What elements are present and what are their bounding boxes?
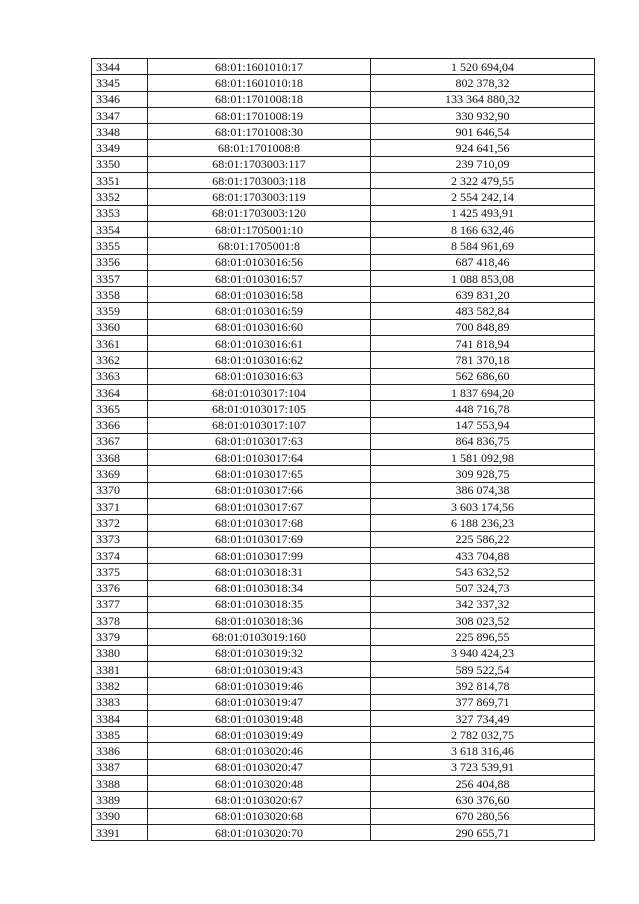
value-cell: 1 581 092,98	[371, 450, 595, 466]
table-row	[92, 91, 595, 107]
value-cell: 864 836,75	[371, 433, 595, 449]
table-row	[92, 450, 595, 466]
table-row	[92, 205, 595, 221]
value-cell: 700 848,89	[371, 319, 595, 335]
table-row	[92, 596, 595, 612]
value-cell: 3 603 174,56	[371, 499, 595, 515]
table-row	[92, 564, 595, 580]
cadastral-number-cell: 68:01:0103017:66	[148, 482, 371, 498]
row-number-cell: 3390	[92, 808, 148, 824]
row-number-cell: 3378	[92, 613, 148, 629]
row-number-cell: 3353	[92, 205, 148, 221]
cadastral-number-cell: 68:01:0103019:43	[148, 661, 371, 677]
cadastral-number-cell: 68:01:0103017:104	[148, 384, 371, 400]
cadastral-number-cell: 68:01:0103019:47	[148, 694, 371, 710]
cadastral-number-cell: 68:01:0103020:68	[148, 808, 371, 824]
row-number-cell: 3386	[92, 743, 148, 759]
row-number-cell: 3354	[92, 221, 148, 237]
table-row	[92, 140, 595, 156]
value-cell: 741 818,94	[371, 336, 595, 352]
cadastral-number-cell: 68:01:1701008:30	[148, 124, 371, 140]
cadastral-number-cell: 68:01:0103017:65	[148, 466, 371, 482]
table-row	[92, 319, 595, 335]
table-row	[92, 466, 595, 482]
row-number-cell: 3355	[92, 238, 148, 254]
row-number-cell: 3376	[92, 580, 148, 596]
value-cell: 543 632,52	[371, 564, 595, 580]
row-number-cell: 3383	[92, 694, 148, 710]
row-number-cell: 3362	[92, 352, 148, 368]
row-number-cell: 3367	[92, 433, 148, 449]
value-cell: 630 376,60	[371, 792, 595, 808]
cadastral-number-cell: 68:01:1701008:18	[148, 91, 371, 107]
value-cell: 1 520 694,04	[371, 59, 595, 75]
row-number-cell: 3372	[92, 515, 148, 531]
value-cell: 802 378,32	[371, 75, 595, 91]
value-cell: 392 814,78	[371, 678, 595, 694]
cadastral-number-cell: 68:01:1701008:8	[148, 140, 371, 156]
value-cell: 924 641,56	[371, 140, 595, 156]
table-row	[92, 221, 595, 237]
row-number-cell: 3357	[92, 270, 148, 286]
table-row	[92, 776, 595, 792]
table-row	[92, 613, 595, 629]
value-cell: 342 337,32	[371, 596, 595, 612]
row-number-cell: 3345	[92, 75, 148, 91]
row-number-cell: 3344	[92, 59, 148, 75]
row-number-cell: 3363	[92, 368, 148, 384]
value-cell: 1 425 493,91	[371, 205, 595, 221]
value-cell: 589 522,54	[371, 661, 595, 677]
value-cell: 6 188 236,23	[371, 515, 595, 531]
table-row	[92, 759, 595, 775]
table-row	[92, 531, 595, 547]
value-cell: 147 553,94	[371, 417, 595, 433]
table-body	[92, 59, 595, 841]
table-row	[92, 580, 595, 596]
row-number-cell: 3370	[92, 482, 148, 498]
row-number-cell: 3358	[92, 287, 148, 303]
table-row	[92, 189, 595, 205]
row-number-cell: 3391	[92, 824, 148, 840]
cadastral-number-cell: 68:01:1601010:17	[148, 59, 371, 75]
row-number-cell: 3364	[92, 384, 148, 400]
table-row	[92, 661, 595, 677]
row-number-cell: 3375	[92, 564, 148, 580]
table-row	[92, 645, 595, 661]
row-number-cell: 3379	[92, 629, 148, 645]
table-row	[92, 710, 595, 726]
cadastral-number-cell: 68:01:0103017:99	[148, 547, 371, 563]
table-row	[92, 792, 595, 808]
row-number-cell: 3382	[92, 678, 148, 694]
table-row	[92, 107, 595, 123]
value-cell: 225 896,55	[371, 629, 595, 645]
row-number-cell: 3365	[92, 401, 148, 417]
cadastral-number-cell: 68:01:0103018:34	[148, 580, 371, 596]
table-row	[92, 173, 595, 189]
value-cell: 483 582,84	[371, 303, 595, 319]
table-row	[92, 401, 595, 417]
value-cell: 1 837 694,20	[371, 384, 595, 400]
cadastral-number-cell: 68:01:1703003:117	[148, 156, 371, 172]
cadastral-number-cell: 68:01:0103016:63	[148, 368, 371, 384]
value-cell: 3 723 539,91	[371, 759, 595, 775]
value-cell: 781 370,18	[371, 352, 595, 368]
table-row	[92, 336, 595, 352]
cadastral-number-cell: 68:01:0103017:68	[148, 515, 371, 531]
value-cell: 327 734,49	[371, 710, 595, 726]
row-number-cell: 3377	[92, 596, 148, 612]
table-row	[92, 368, 595, 384]
value-cell: 330 932,90	[371, 107, 595, 123]
cadastral-value-table	[91, 58, 595, 841]
value-cell: 133 364 880,32	[371, 91, 595, 107]
row-number-cell: 3360	[92, 319, 148, 335]
value-cell: 3 618 316,46	[371, 743, 595, 759]
table-row	[92, 156, 595, 172]
table-row	[92, 270, 595, 286]
value-cell: 386 074,38	[371, 482, 595, 498]
value-cell: 8 166 632,46	[371, 221, 595, 237]
cadastral-number-cell: 68:01:1703003:119	[148, 189, 371, 205]
cadastral-number-cell: 68:01:0103020:48	[148, 776, 371, 792]
table-row	[92, 727, 595, 743]
row-number-cell: 3371	[92, 499, 148, 515]
value-cell: 309 928,75	[371, 466, 595, 482]
cadastral-number-cell: 68:01:0103020:67	[148, 792, 371, 808]
table-row	[92, 124, 595, 140]
cadastral-number-cell: 68:01:1701008:19	[148, 107, 371, 123]
table-row	[92, 547, 595, 563]
cadastral-number-cell: 68:01:0103016:59	[148, 303, 371, 319]
row-number-cell: 3385	[92, 727, 148, 743]
value-cell: 562 686,60	[371, 368, 595, 384]
value-cell: 1 088 853,08	[371, 270, 595, 286]
value-cell: 448 716,78	[371, 401, 595, 417]
table-row	[92, 808, 595, 824]
value-cell: 225 586,22	[371, 531, 595, 547]
value-cell: 8 584 961,69	[371, 238, 595, 254]
table-row	[92, 384, 595, 400]
cadastral-number-cell: 68:01:0103020:46	[148, 743, 371, 759]
row-number-cell: 3380	[92, 645, 148, 661]
value-cell: 377 869,71	[371, 694, 595, 710]
cadastral-number-cell: 68:01:0103017:64	[148, 450, 371, 466]
cadastral-number-cell: 68:01:0103016:62	[148, 352, 371, 368]
row-number-cell: 3351	[92, 173, 148, 189]
table-row	[92, 75, 595, 91]
cadastral-number-cell: 68:01:0103016:56	[148, 254, 371, 270]
row-number-cell: 3350	[92, 156, 148, 172]
value-cell: 2 322 479,55	[371, 173, 595, 189]
row-number-cell: 3374	[92, 547, 148, 563]
row-number-cell: 3348	[92, 124, 148, 140]
cadastral-number-cell: 68:01:0103018:35	[148, 596, 371, 612]
value-cell: 901 646,54	[371, 124, 595, 140]
cadastral-number-cell: 68:01:0103019:46	[148, 678, 371, 694]
value-cell: 507 324,73	[371, 580, 595, 596]
cadastral-number-cell: 68:01:0103019:32	[148, 645, 371, 661]
cadastral-number-cell: 68:01:0103019:48	[148, 710, 371, 726]
row-number-cell: 3373	[92, 531, 148, 547]
cadastral-number-cell: 68:01:0103017:105	[148, 401, 371, 417]
row-number-cell: 3381	[92, 661, 148, 677]
value-cell: 433 704,88	[371, 547, 595, 563]
cadastral-number-cell: 68:01:0103016:57	[148, 270, 371, 286]
row-number-cell: 3368	[92, 450, 148, 466]
table-row	[92, 59, 595, 75]
cadastral-number-cell: 68:01:0103020:70	[148, 824, 371, 840]
row-number-cell: 3346	[92, 91, 148, 107]
row-number-cell: 3361	[92, 336, 148, 352]
table-row	[92, 352, 595, 368]
table-row	[92, 417, 595, 433]
row-number-cell: 3356	[92, 254, 148, 270]
cadastral-number-cell: 68:01:1703003:118	[148, 173, 371, 189]
cadastral-number-cell: 68:01:1705001:8	[148, 238, 371, 254]
table-row	[92, 482, 595, 498]
row-number-cell: 3389	[92, 792, 148, 808]
cadastral-number-cell: 68:01:0103017:107	[148, 417, 371, 433]
row-number-cell: 3349	[92, 140, 148, 156]
row-number-cell: 3347	[92, 107, 148, 123]
value-cell: 290 655,71	[371, 824, 595, 840]
cadastral-number-cell: 68:01:0103019:49	[148, 727, 371, 743]
cadastral-number-cell: 68:01:0103017:67	[148, 499, 371, 515]
value-cell: 256 404,88	[371, 776, 595, 792]
value-cell: 670 280,56	[371, 808, 595, 824]
value-cell: 687 418,46	[371, 254, 595, 270]
table-row	[92, 515, 595, 531]
cadastral-number-cell: 68:01:0103016:58	[148, 287, 371, 303]
table-row	[92, 238, 595, 254]
cadastral-number-cell: 68:01:1601010:18	[148, 75, 371, 91]
table-row	[92, 254, 595, 270]
cadastral-number-cell: 68:01:0103017:69	[148, 531, 371, 547]
row-number-cell: 3384	[92, 710, 148, 726]
value-cell: 308 023,52	[371, 613, 595, 629]
cadastral-number-cell: 68:01:0103018:36	[148, 613, 371, 629]
table-row	[92, 694, 595, 710]
table-row	[92, 743, 595, 759]
row-number-cell: 3387	[92, 759, 148, 775]
cadastral-number-cell: 68:01:0103016:61	[148, 336, 371, 352]
value-cell: 3 940 424,23	[371, 645, 595, 661]
row-number-cell: 3388	[92, 776, 148, 792]
cadastral-number-cell: 68:01:0103019:160	[148, 629, 371, 645]
table-row	[92, 824, 595, 840]
table-row	[92, 629, 595, 645]
row-number-cell: 3359	[92, 303, 148, 319]
cadastral-number-cell: 68:01:1703003:120	[148, 205, 371, 221]
value-cell: 2 782 032,75	[371, 727, 595, 743]
cadastral-number-cell: 68:01:1705001:10	[148, 221, 371, 237]
table-row	[92, 678, 595, 694]
table-row	[92, 499, 595, 515]
row-number-cell: 3366	[92, 417, 148, 433]
table-row	[92, 303, 595, 319]
cadastral-number-cell: 68:01:0103020:47	[148, 759, 371, 775]
table-row	[92, 287, 595, 303]
row-number-cell: 3369	[92, 466, 148, 482]
value-cell: 2 554 242,14	[371, 189, 595, 205]
value-cell: 239 710,09	[371, 156, 595, 172]
cadastral-number-cell: 68:01:0103016:60	[148, 319, 371, 335]
cadastral-number-cell: 68:01:0103018:31	[148, 564, 371, 580]
table-row	[92, 433, 595, 449]
row-number-cell: 3352	[92, 189, 148, 205]
value-cell: 639 831,20	[371, 287, 595, 303]
cadastral-number-cell: 68:01:0103017:63	[148, 433, 371, 449]
